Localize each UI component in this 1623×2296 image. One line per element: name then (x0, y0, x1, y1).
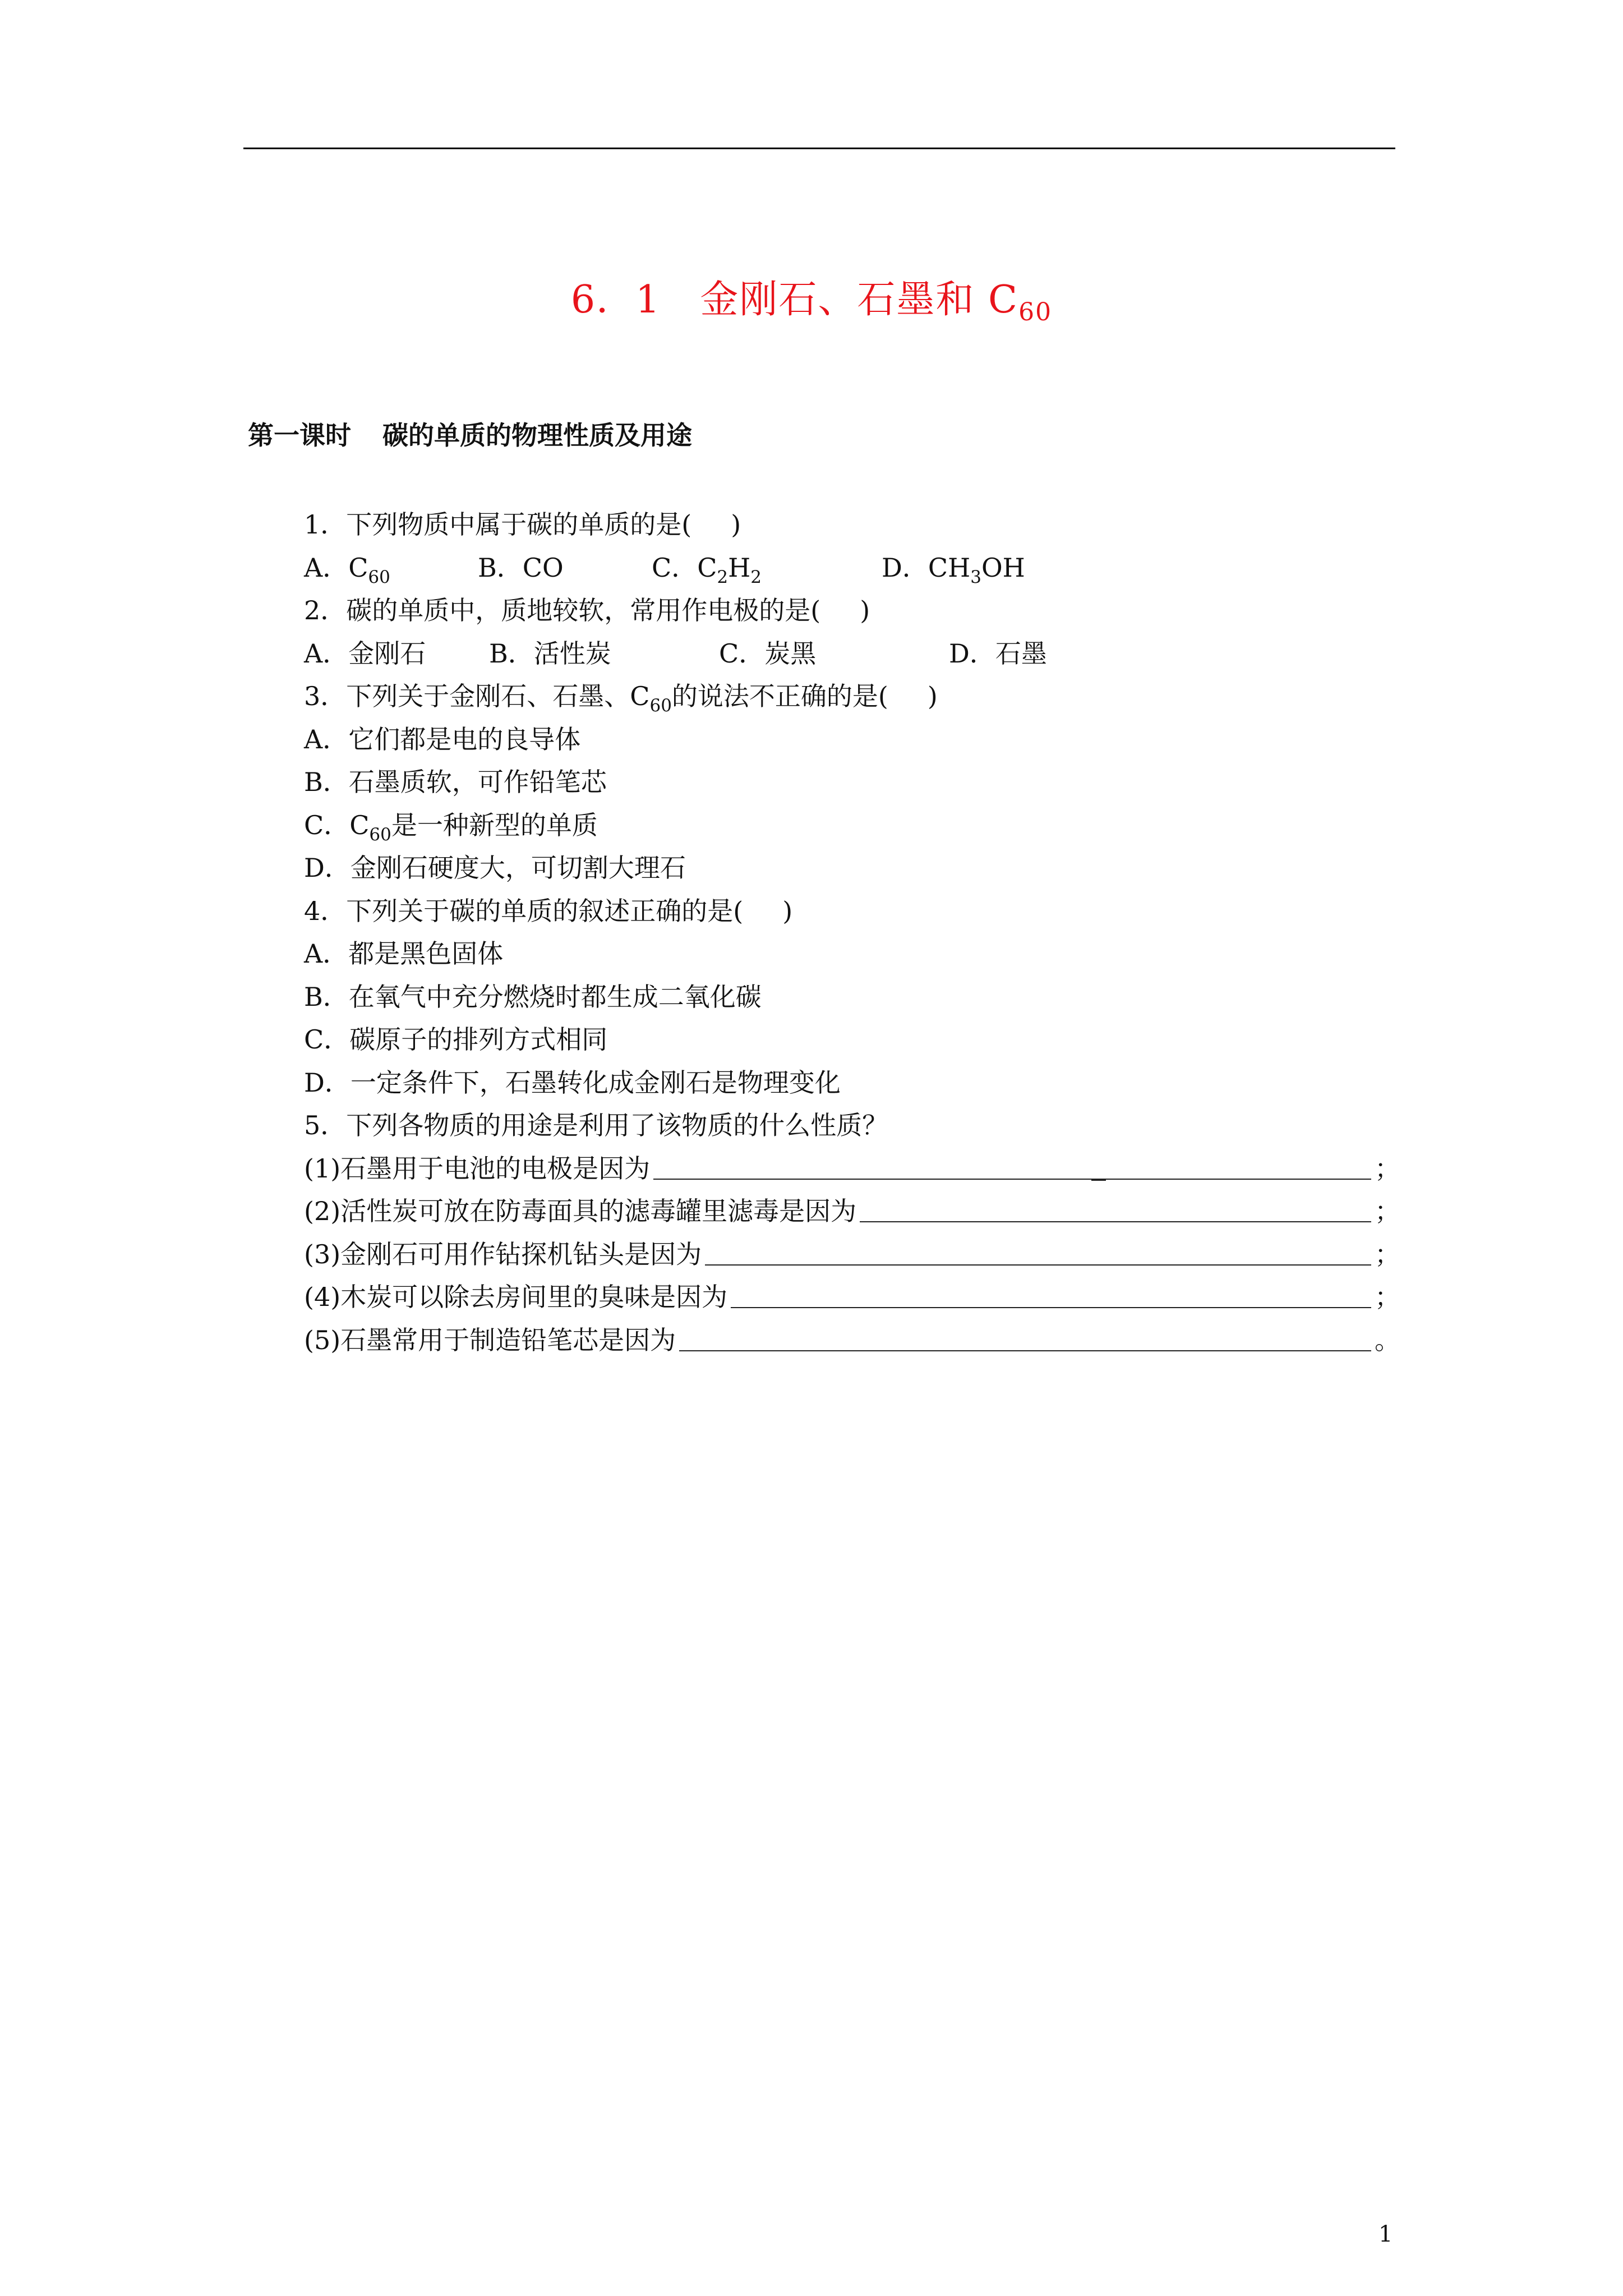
question-3-stem: 3．下列关于金刚石、石墨、$C_{60}$的说法不正确的是( ) (304, 681, 938, 716)
q3-option-c: C．$C_{60}$是一种新型的单质 (304, 810, 598, 845)
section-title (248, 415, 692, 452)
page-title (0, 269, 1623, 326)
title-main: 6．1 金刚石、石墨和 C (570, 278, 1019, 322)
page-number: 1 (1378, 2221, 1393, 2247)
answer-blank-1[interactable] (653, 1177, 1371, 1180)
q1-option-b: B．CO (478, 553, 564, 583)
header-rule (243, 148, 1395, 149)
q2-option-b: B．活性炭 (489, 638, 611, 669)
q4-option-c: C．碳原子的排列方式相同 (304, 1024, 608, 1055)
q4-option-d: D．一定条件下，石墨转化成金刚石是物理变化 (304, 1068, 841, 1098)
answer-blank-5[interactable] (679, 1349, 1371, 1351)
q5-item-2: (2)活性炭可放在防毒面具的滤毒罐里滤毒是因为 ； (304, 1196, 1400, 1226)
question-5-stem: 5．下列各物质的用途是利用了该物质的什么性质？ (304, 1110, 888, 1140)
q2-option-c: C．炭黑 (719, 638, 817, 669)
question-2-options (304, 637, 1047, 670)
answer-blank-3[interactable] (705, 1263, 1371, 1266)
title-subscript: 60 (1018, 298, 1053, 326)
q2-option-a: A．金刚石 (304, 638, 426, 669)
q2-option-d: D．石墨 (949, 638, 1047, 669)
q5-item-4: (4)木炭可以除去房间里的臭味是因为 ； (304, 1282, 1400, 1312)
q1-option-a: A．$C_{60}$ (304, 553, 390, 587)
question-4-stem: 4．下列关于碳的单质的叙述正确的是( ) (304, 896, 793, 926)
lesson-label: 第一课时 (248, 420, 351, 450)
lesson-topic: 碳的单质的物理性质及用途 (382, 420, 692, 450)
q5-item-1: (1)石墨用于电池的电极是因为 ； (304, 1153, 1400, 1184)
q4-option-a: A．都是黑色固体 (304, 938, 504, 969)
question-1-stem: 1．下列物质中属于碳的单质的是( ) (304, 509, 741, 540)
q1-option-d: D．$CH_3OH$ (882, 553, 1025, 587)
q3-option-a: A．它们都是电的良导体 (304, 724, 581, 754)
q5-item-3: (3)金刚石可用作钻探机钻头是因为 ； (304, 1239, 1400, 1269)
q5-item-5: (5)石墨常用于制造铅笔芯是因为 。 (304, 1325, 1400, 1355)
q1-option-c: C．$C_2H_2$ (652, 553, 762, 587)
answer-blank-4[interactable] (731, 1306, 1371, 1308)
q4-option-b: B．在氧气中充分燃烧时都生成二氧化碳 (304, 982, 762, 1012)
question-2-stem: 2．碳的单质中，质地较软，常用作电极的是( ) (304, 595, 870, 625)
q3-option-d: D．金刚石硬度大，可切割大理石 (304, 853, 686, 883)
q3-option-b: B．石墨质软，可作铅笔芯 (304, 767, 607, 797)
question-1-options (304, 551, 1025, 594)
answer-blank-2[interactable] (860, 1220, 1371, 1222)
